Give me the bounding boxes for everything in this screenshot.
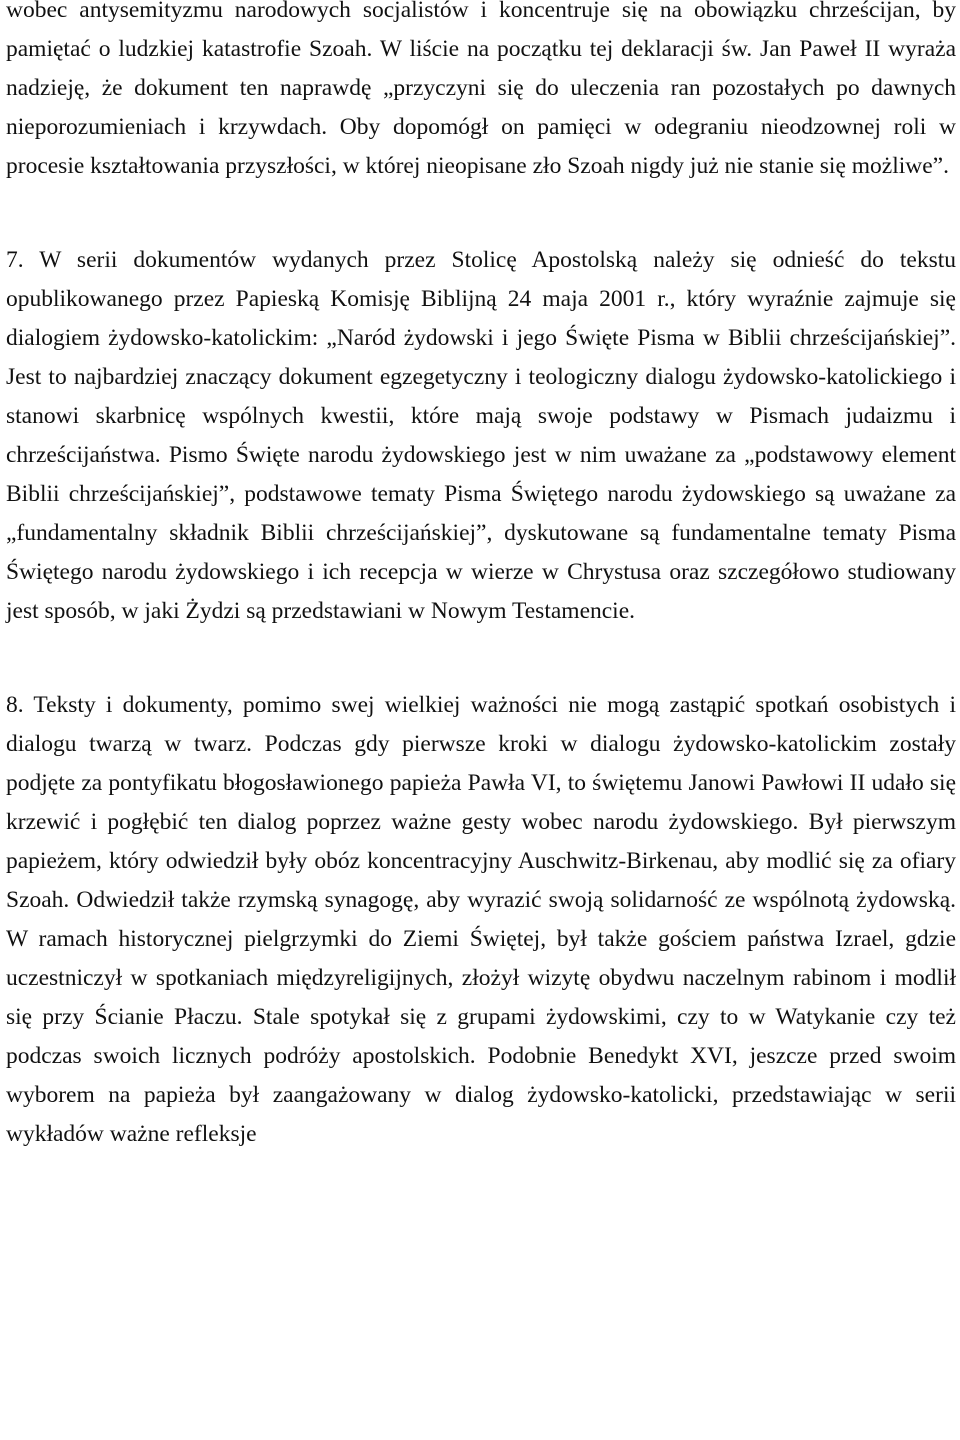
paragraph-8: 8. Teksty i dokumenty, pomimo swej wielkiej ważności nie mogą zastąpić spotkań osobistych i dialogu twarzą w twarz. Podczas gdy pierwsze kroki w dialogu żydowsko-katolickim zostały podjęte za pontyfikatu błogosławionego papieża Pawła VI, to świętemu Janowi Pawłowi II udało się krzewić i pogłębić ten dialog poprzez ważne gesty wobec narodu żydowskiego. Był pierwszym papieżem, który odwiedził były obóz koncentracyjny Auschwitz-Birkenau, aby modlić się za ofiary Szoah. Odwiedził także rzymską synagogę, aby wyrazić swoją solidarność ze wspólnotą żydowską. W ramach historycznej pielgrzymki do Ziemi Świętej, był także gościem państwa Izrael, gdzie uczestniczył w spotkaniach międzyreligijnych, złożył wizytę obydwu naczelnym rabinom i modlił się przy Ścianie Płaczu. Stale spotykał się z grupami żydowskimi, czy to w Watykanie czy też podczas swoich licznych podróży apostolskich. Podobnie Benedykt XVI, jeszcze przed swoim wyborem na papieża był zaangażowany w dialog żydowsko-katolicki, przedstawiając w serii wykładów ważne refleksje xyxy=(6,692,956,1147)
paragraph-7: 7. W serii dokumentów wydanych przez Stolicę Apostolską należy się odnieść do tekstu opublikowanego przez Papieską Komisję Biblijną 24 maja 2001 r., który wyraźnie zajmuje się dialogiem żydowsko-katolickim: „Naród żydowski i jego Święte Pisma w Biblii chrześcijańskiej”. Jest to najbardziej znaczący dokument egzegetyczny i teologiczny dialogu żydowsko-katolickiego i stanowi skarbnicę wspólnych kwestii, które mają swoje podstawy w Pismach judaizmu i chrześcijaństwa. Pismo Święte narodu żydowskiego jest w nim uważane za „podstawowy element Biblii chrześcijańskiej”, podstawowe tematy Pisma Świętego narodu żydowskiego są uważane za „fundamentalny składnik Biblii chrześcijańskiej”, dyskutowane są fundamentalne tematy Pisma Świętego narodu żydowskiego i ich recepcja w wierze w Chrystusa oraz szczegółowo studiowany jest sposób, w jaki Żydzi są przedstawiani w Nowym Testamencie. xyxy=(6,247,956,624)
paragraph-continuation: wobec antysemityzmu narodowych socjalistów i koncentruje się na obowiązku chrześcijan, by pamiętać o ludzkiej katastrofie Szoah. W liście na początku tej deklaracji św. Jan Paweł II wyraża nadzieję, że dokument ten naprawdę „przyczyni się do uleczenia ran pozostałych po dawnych nieporozumieniach i krzywdach. Oby dopomógł on pamięci w odegraniu nieodzownej roli w procesie kształtowania przyszłości, w której nieopisane zło Szoah nigdy już nie stanie się możliwe”. xyxy=(6,0,956,179)
